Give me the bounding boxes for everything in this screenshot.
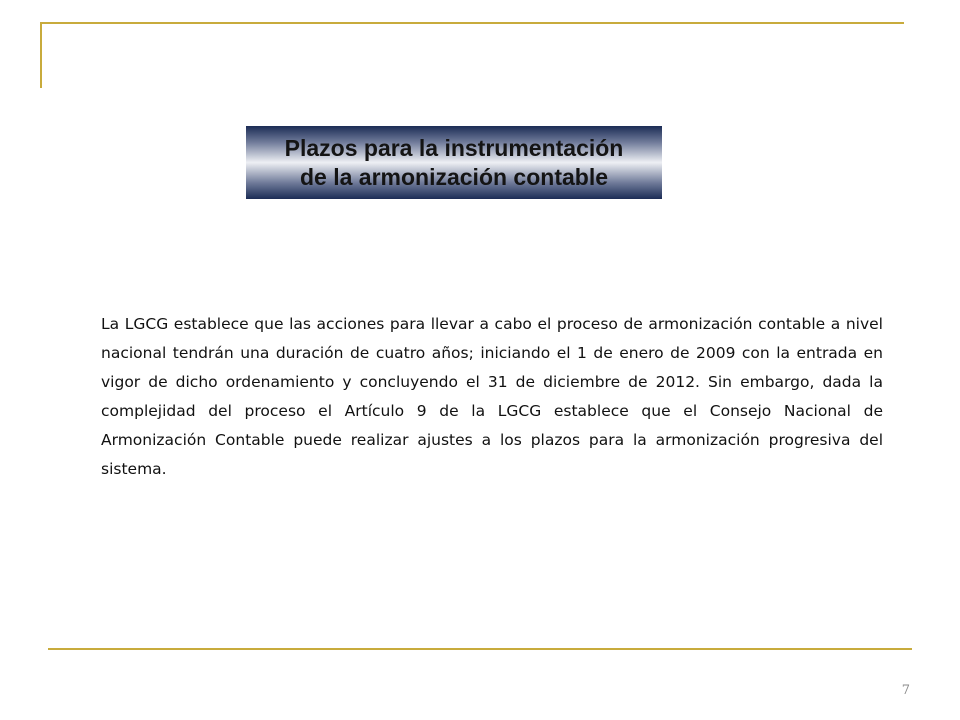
- frame-top-line: [40, 22, 904, 24]
- slide-title-line-2: de la armonización contable: [299, 163, 609, 190]
- slide-title-banner: [246, 126, 662, 199]
- slide-title-line-1: Plazos para la instrumentación: [284, 134, 624, 161]
- frame-bottom-line: [48, 648, 912, 650]
- frame-left-line: [40, 22, 42, 88]
- page-number: 7: [901, 683, 910, 698]
- slide-body-paragraph: La LGCG establece que las acciones para llevar a cabo el proceso de armonización contable a nivel nacional tendrán una duración de cuatro años; iniciando el 1 de enero de 2009 con la entrada en vigor de dicho ordenamiento y concluyendo el 31 de diciembre de 2012. Sin embargo, dada la complejidad del proceso el Artículo 9 de la LGCG establece que el Consejo Nacional de Armonización Contable puede realizar ajustes a los plazos para la armonización progresiva del sistema.: [101, 315, 883, 478]
